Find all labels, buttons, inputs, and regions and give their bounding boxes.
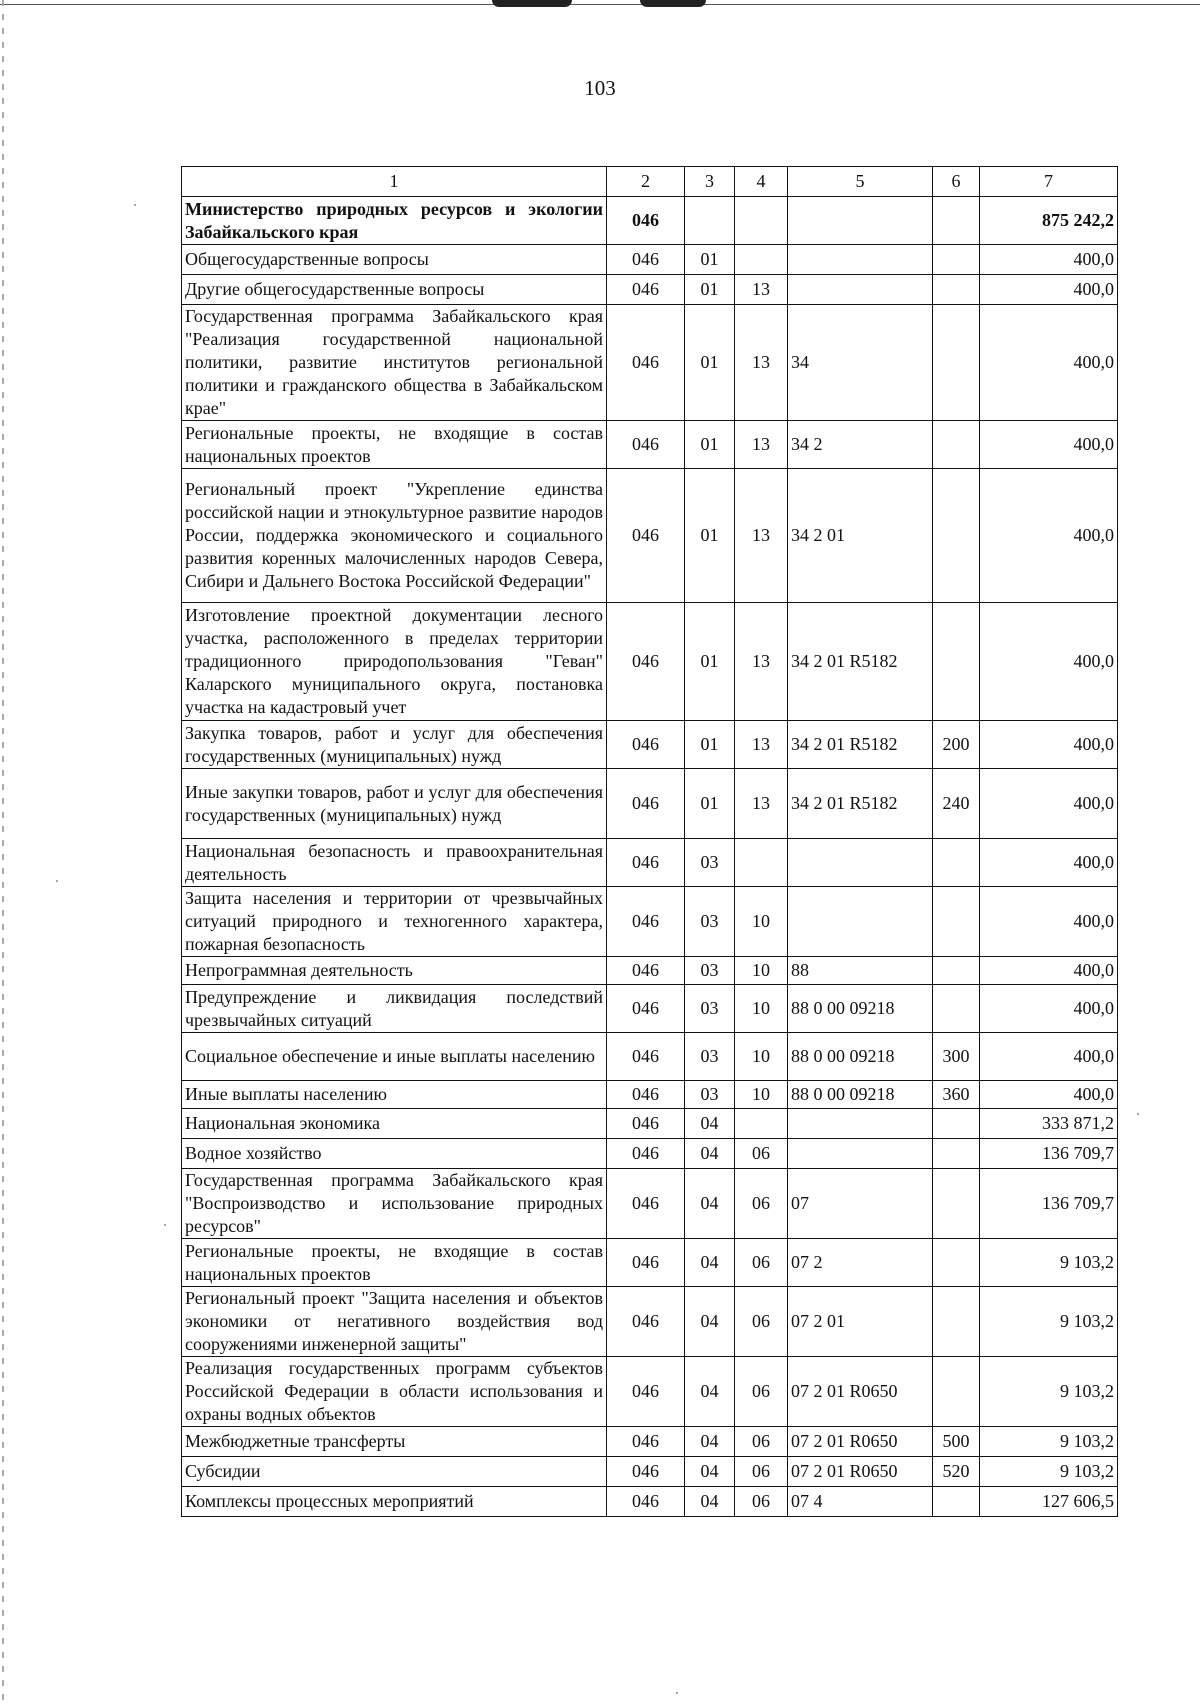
expense-type-code	[933, 1109, 980, 1139]
expense-type-code	[933, 275, 980, 305]
budget-table	[181, 166, 1118, 1517]
expense-type-code	[933, 305, 980, 421]
table-row	[182, 305, 1118, 421]
subsection-code: 06	[735, 1287, 788, 1357]
admin-code: 046	[607, 197, 685, 245]
row-name: Межбюджетные трансферты	[182, 1427, 607, 1457]
amount: 400,0	[980, 421, 1118, 469]
section-code: 04	[685, 1427, 735, 1457]
scan-speck	[56, 880, 58, 882]
table-row	[182, 275, 1118, 305]
subsection-code: 06	[735, 1169, 788, 1239]
subsection-code: 06	[735, 1427, 788, 1457]
scan-speck	[676, 1692, 678, 1694]
expense-type-code	[933, 1239, 980, 1287]
target-article-code: 34 2 01 R5182	[788, 603, 933, 721]
target-article-code: 07 2 01 R0650	[788, 1427, 933, 1457]
expense-type-code	[933, 421, 980, 469]
target-article-code	[788, 1109, 933, 1139]
header-cell: 1	[182, 167, 607, 197]
admin-code: 046	[607, 1081, 685, 1109]
admin-code: 046	[607, 245, 685, 275]
amount: 400,0	[980, 1033, 1118, 1081]
admin-code: 046	[607, 957, 685, 985]
header-cell: 3	[685, 167, 735, 197]
page-number: 103	[584, 76, 616, 100]
admin-code: 046	[607, 1457, 685, 1487]
expense-type-code	[933, 245, 980, 275]
target-article-code: 88	[788, 957, 933, 985]
subsection-code	[735, 245, 788, 275]
section-code: 03	[685, 1033, 735, 1081]
subsection-code: 10	[735, 1033, 788, 1081]
target-article-code	[788, 1139, 933, 1169]
expense-type-code: 500	[933, 1427, 980, 1457]
admin-code: 046	[607, 769, 685, 839]
admin-code: 046	[607, 275, 685, 305]
subsection-code: 06	[735, 1239, 788, 1287]
section-code: 04	[685, 1239, 735, 1287]
subsection-code: 13	[735, 721, 788, 769]
row-name: Изготовление проектной документации лесного участка, расположенного в пределах территории традиционного природопользования "Геван" Каларского муниципального округа, постановка участка на кадастровый учет	[182, 603, 607, 721]
admin-code: 046	[607, 603, 685, 721]
section-code: 01	[685, 769, 735, 839]
subsection-code: 10	[735, 1081, 788, 1109]
row-name: Иные выплаты населению	[182, 1081, 607, 1109]
section-code: 03	[685, 839, 735, 887]
table-row	[182, 985, 1118, 1033]
section-code: 04	[685, 1169, 735, 1239]
amount: 400,0	[980, 245, 1118, 275]
target-article-code: 34 2	[788, 421, 933, 469]
table-row	[182, 1239, 1118, 1287]
row-name: Министерство природных ресурсов и экологии Забайкальского края	[182, 197, 607, 245]
row-name: Закупка товаров, работ и услуг для обеспечения государственных (муниципальных) нужд	[182, 721, 607, 769]
expense-type-code	[933, 469, 980, 603]
table-row	[182, 1081, 1118, 1109]
section-code: 04	[685, 1287, 735, 1357]
admin-code: 046	[607, 1169, 685, 1239]
table-row	[182, 1487, 1118, 1517]
admin-code: 046	[607, 1239, 685, 1287]
target-article-code: 34 2 01 R5182	[788, 721, 933, 769]
amount: 400,0	[980, 603, 1118, 721]
expense-type-code	[933, 197, 980, 245]
expense-type-code	[933, 1169, 980, 1239]
row-name: Региональный проект "Укрепление единства российской нации и этнокультурное развитие народов России, поддержка экономического и социального развития коренных малочисленных народов Севера, Сибири и Дальнего Востока Российской Федерации"	[182, 469, 607, 603]
row-name: Национальная экономика	[182, 1109, 607, 1139]
target-article-code: 07	[788, 1169, 933, 1239]
row-name: Водное хозяйство	[182, 1139, 607, 1169]
amount: 875 242,2	[980, 197, 1118, 245]
amount: 333 871,2	[980, 1109, 1118, 1139]
section-code: 04	[685, 1357, 735, 1427]
table-row	[182, 887, 1118, 957]
target-article-code: 07 2 01	[788, 1287, 933, 1357]
subsection-code: 13	[735, 603, 788, 721]
admin-code: 046	[607, 305, 685, 421]
table-row	[182, 421, 1118, 469]
admin-code: 046	[607, 721, 685, 769]
row-name: Государственная программа Забайкальского края "Воспроизводство и использование природных ресурсов"	[182, 1169, 607, 1239]
subsection-code: 06	[735, 1139, 788, 1169]
row-name: Иные закупки товаров, работ и услуг для обеспечения государственных (муниципальных) нужд	[182, 769, 607, 839]
scan-top-rule	[0, 4, 1200, 5]
target-article-code: 34	[788, 305, 933, 421]
target-article-code: 34 2 01	[788, 469, 933, 603]
row-name: Непрограммная деятельность	[182, 957, 607, 985]
section-code: 01	[685, 275, 735, 305]
table-row	[182, 1357, 1118, 1427]
subsection-code	[735, 1109, 788, 1139]
amount: 400,0	[980, 1081, 1118, 1109]
target-article-code: 07 2 01 R0650	[788, 1357, 933, 1427]
amount: 400,0	[980, 887, 1118, 957]
row-name: Общегосударственные вопросы	[182, 245, 607, 275]
row-name: Региональные проекты, не входящие в состав национальных проектов	[182, 421, 607, 469]
expense-type-code: 520	[933, 1457, 980, 1487]
header-row	[182, 167, 1118, 197]
amount: 400,0	[980, 305, 1118, 421]
header-cell: 4	[735, 167, 788, 197]
subsection-code: 06	[735, 1487, 788, 1517]
expense-type-code	[933, 1487, 980, 1517]
table-row	[182, 721, 1118, 769]
amount: 400,0	[980, 721, 1118, 769]
expense-type-code: 240	[933, 769, 980, 839]
amount: 9 103,2	[980, 1239, 1118, 1287]
table-row	[182, 197, 1118, 245]
amount: 400,0	[980, 469, 1118, 603]
header-cell: 5	[788, 167, 933, 197]
subsection-code: 13	[735, 769, 788, 839]
subsection-code: 06	[735, 1357, 788, 1427]
amount: 127 606,5	[980, 1487, 1118, 1517]
expense-type-code	[933, 985, 980, 1033]
row-name: Государственная программа Забайкальского края "Реализация государственной национальной политики, развитие институтов региональной политики и гражданского общества в Забайкальском крае"	[182, 305, 607, 421]
header-cell: 7	[980, 167, 1118, 197]
amount: 9 103,2	[980, 1357, 1118, 1427]
header-cell: 2	[607, 167, 685, 197]
table-row	[182, 769, 1118, 839]
scan-speck	[134, 204, 136, 206]
table-row	[182, 1033, 1118, 1081]
row-name: Социальное обеспечение и иные выплаты населению	[182, 1033, 607, 1081]
subsection-code	[735, 197, 788, 245]
expense-type-code	[933, 839, 980, 887]
table-row	[182, 957, 1118, 985]
target-article-code: 07 2 01 R0650	[788, 1457, 933, 1487]
table-row	[182, 1109, 1118, 1139]
target-article-code: 88 0 00 09218	[788, 1033, 933, 1081]
amount: 400,0	[980, 839, 1118, 887]
table-row	[182, 245, 1118, 275]
amount: 9 103,2	[980, 1457, 1118, 1487]
table-row	[182, 1457, 1118, 1487]
section-code: 01	[685, 305, 735, 421]
expense-type-code	[933, 1357, 980, 1427]
subsection-code: 06	[735, 1457, 788, 1487]
admin-code: 046	[607, 1487, 685, 1517]
row-name: Защита населения и территории от чрезвычайных ситуаций природного и техногенного характера, пожарная безопасность	[182, 887, 607, 957]
admin-code: 046	[607, 1287, 685, 1357]
expense-type-code: 200	[933, 721, 980, 769]
table-row	[182, 469, 1118, 603]
section-code: 01	[685, 721, 735, 769]
target-article-code	[788, 275, 933, 305]
target-article-code: 07 4	[788, 1487, 933, 1517]
table-row	[182, 1139, 1118, 1169]
amount: 9 103,2	[980, 1427, 1118, 1457]
scan-edge-left	[2, 0, 4, 1708]
admin-code: 046	[607, 1109, 685, 1139]
section-code: 01	[685, 603, 735, 721]
admin-code: 046	[607, 1357, 685, 1427]
subsection-code: 13	[735, 421, 788, 469]
row-name: Комплексы процессных мероприятий	[182, 1487, 607, 1517]
amount: 136 709,7	[980, 1169, 1118, 1239]
scan-top-mark	[492, 0, 572, 7]
section-code: 03	[685, 887, 735, 957]
expense-type-code	[933, 1287, 980, 1357]
admin-code: 046	[607, 469, 685, 603]
subsection-code: 10	[735, 957, 788, 985]
section-code	[685, 197, 735, 245]
target-article-code	[788, 839, 933, 887]
header-cell: 6	[933, 167, 980, 197]
amount: 400,0	[980, 957, 1118, 985]
target-article-code: 88 0 00 09218	[788, 985, 933, 1033]
row-name: Субсидии	[182, 1457, 607, 1487]
target-article-code: 88 0 00 09218	[788, 1081, 933, 1109]
expense-type-code: 300	[933, 1033, 980, 1081]
amount: 400,0	[980, 985, 1118, 1033]
target-article-code	[788, 887, 933, 957]
expense-type-code	[933, 603, 980, 721]
row-name: Предупреждение и ликвидация последствий чрезвычайных ситуаций	[182, 985, 607, 1033]
table-body	[182, 167, 1118, 1517]
row-name: Национальная безопасность и правоохранительная деятельность	[182, 839, 607, 887]
amount: 400,0	[980, 275, 1118, 305]
admin-code: 046	[607, 1139, 685, 1169]
section-code: 03	[685, 985, 735, 1033]
section-code: 03	[685, 1081, 735, 1109]
table-row	[182, 1287, 1118, 1357]
row-name: Региональные проекты, не входящие в состав национальных проектов	[182, 1239, 607, 1287]
admin-code: 046	[607, 1033, 685, 1081]
table-row	[182, 1427, 1118, 1457]
row-name: Региональный проект "Защита населения и объектов экономики от негативного воздействия вод сооружениями инженерной защиты"	[182, 1287, 607, 1357]
amount: 9 103,2	[980, 1287, 1118, 1357]
section-code: 01	[685, 421, 735, 469]
section-code: 04	[685, 1109, 735, 1139]
table-row	[182, 603, 1118, 721]
subsection-code: 13	[735, 305, 788, 421]
subsection-code: 10	[735, 985, 788, 1033]
table-row	[182, 839, 1118, 887]
target-article-code	[788, 197, 933, 245]
table-row	[182, 1169, 1118, 1239]
scan-speck	[1137, 1113, 1139, 1115]
target-article-code: 34 2 01 R5182	[788, 769, 933, 839]
section-code: 04	[685, 1457, 735, 1487]
row-name: Реализация государственных программ субъектов Российской Федерации в области использования и охраны водных объектов	[182, 1357, 607, 1427]
expense-type-code	[933, 1139, 980, 1169]
expense-type-code: 360	[933, 1081, 980, 1109]
admin-code: 046	[607, 421, 685, 469]
admin-code: 046	[607, 985, 685, 1033]
section-code: 04	[685, 1487, 735, 1517]
expense-type-code	[933, 957, 980, 985]
section-code: 03	[685, 957, 735, 985]
admin-code: 046	[607, 887, 685, 957]
scan-top-mark	[640, 0, 706, 7]
target-article-code: 07 2	[788, 1239, 933, 1287]
section-code: 01	[685, 469, 735, 603]
subsection-code: 13	[735, 469, 788, 603]
subsection-code: 13	[735, 275, 788, 305]
amount: 136 709,7	[980, 1139, 1118, 1169]
amount: 400,0	[980, 769, 1118, 839]
target-article-code	[788, 245, 933, 275]
section-code: 04	[685, 1139, 735, 1169]
subsection-code: 10	[735, 887, 788, 957]
admin-code: 046	[607, 1427, 685, 1457]
subsection-code	[735, 839, 788, 887]
row-name: Другие общегосударственные вопросы	[182, 275, 607, 305]
expense-type-code	[933, 887, 980, 957]
admin-code: 046	[607, 839, 685, 887]
section-code: 01	[685, 245, 735, 275]
scan-speck	[164, 1224, 166, 1226]
